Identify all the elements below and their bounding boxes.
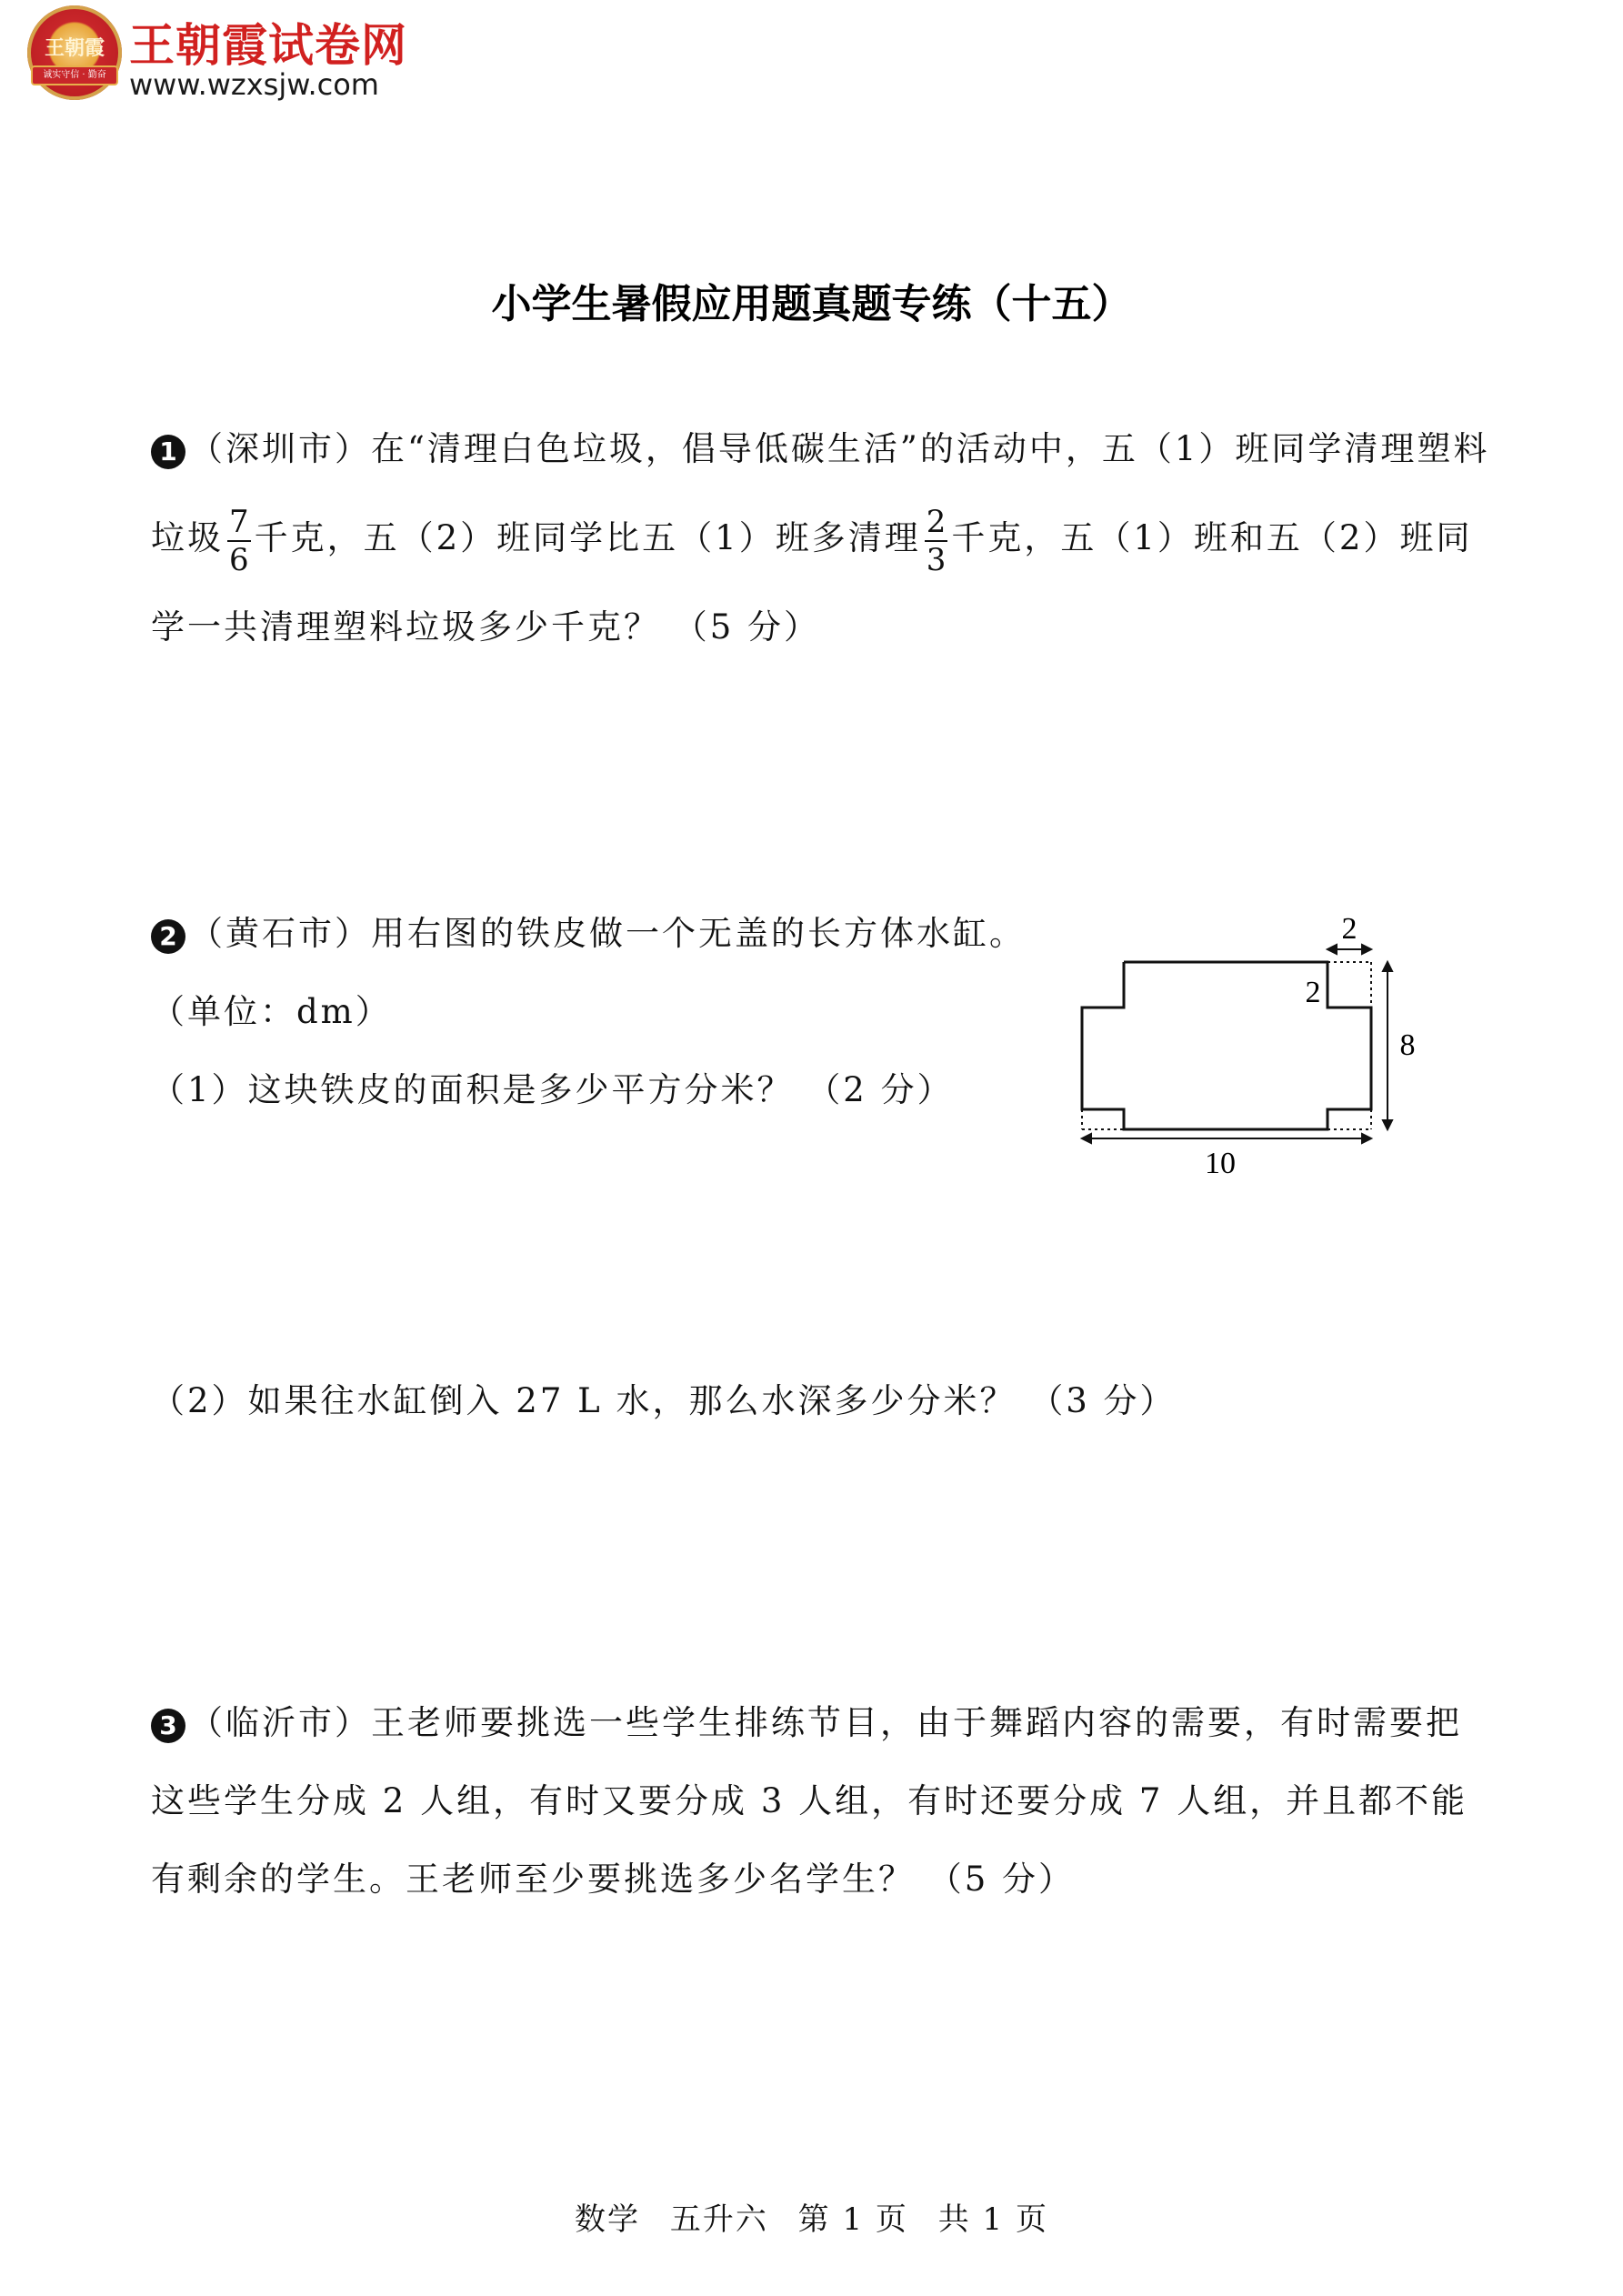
question-3 xyxy=(151,1684,1497,1919)
question-2-text: （黄石市）用右图的铁皮做一个无盖的长方体水缸。 xyxy=(189,914,1026,953)
question-2-unit: （单位：dm） xyxy=(151,992,392,1031)
footer-page: 第 1 页 xyxy=(797,2201,908,2238)
site-url: www.wzxsjw.com xyxy=(129,67,379,102)
seal-ribbon: 诚实守信 · 勤奋 xyxy=(31,65,118,85)
question-2-part-1: （1）这块铁皮的面积是多少平方分米？ （2 分） xyxy=(151,1070,954,1109)
sheet-metal-diagram xyxy=(1073,900,1437,1191)
page-title: 小学生暑假应用题真题专练（十五） xyxy=(491,281,1132,327)
site-logo xyxy=(27,5,418,105)
fraction-denominator: 3 xyxy=(926,541,947,578)
brand-name: 王朝霞试卷网 xyxy=(129,19,407,72)
footer-grade: 五升六 xyxy=(669,2201,768,2238)
question-3-text: （临沂市）王老师要挑选一些学生排练节目，由于舞蹈内容的需要，有时需要把这些学生分成 2 人组，有时又要分成 3 人组，有时还要分成 7 人组，并且都不能有剩余的学生。王老师至少要挑选多少名学生？ （5 分） xyxy=(151,1703,1468,1899)
seal-icon xyxy=(27,5,122,100)
question-2-number: 2 xyxy=(151,919,185,954)
page-footer xyxy=(0,2194,1623,2239)
question-2-part-2: （2）如果往水缸倒入 27 L 水，那么水深多少分米？ （3 分） xyxy=(151,1381,1177,1420)
label-top: 2 xyxy=(1341,912,1358,946)
dimension-top xyxy=(1327,945,1371,954)
question-2-line-1 xyxy=(151,906,1026,955)
net-outline xyxy=(1082,962,1371,1129)
label-bottom: 10 xyxy=(1205,1147,1236,1180)
fraction-denominator: 6 xyxy=(229,541,249,578)
question-1-number: 1 xyxy=(151,435,185,469)
question-1-text-b: 千克，五（2）班同学比五（1）班多清理 xyxy=(254,518,921,557)
question-3-number: 3 xyxy=(151,1709,185,1743)
footer-total: 共 1 页 xyxy=(937,2201,1048,2238)
fraction-2-3 xyxy=(925,504,948,578)
seal-text: 王朝霞 xyxy=(44,37,105,60)
fraction-7-6 xyxy=(227,504,251,578)
label-corner: 2 xyxy=(1305,976,1321,1009)
question-1-text-c: 千克，五（1）班和五（2）班同学一共清理塑料垃圾多少千克？ （5 分） xyxy=(151,518,1473,647)
label-right: 8 xyxy=(1399,1028,1416,1062)
fraction-numerator: 2 xyxy=(926,503,947,540)
question-1 xyxy=(151,405,1497,672)
dimension-right xyxy=(1383,962,1392,1129)
footer-subject: 数学 xyxy=(575,2201,641,2238)
question-1-text-a: （深圳市）在“清理白色垃圾，倡导低碳生活”的活动中，五（1）班同学清理塑料垃圾 xyxy=(151,429,1490,557)
fraction-numerator: 7 xyxy=(229,503,249,540)
dimension-bottom xyxy=(1082,1134,1371,1143)
